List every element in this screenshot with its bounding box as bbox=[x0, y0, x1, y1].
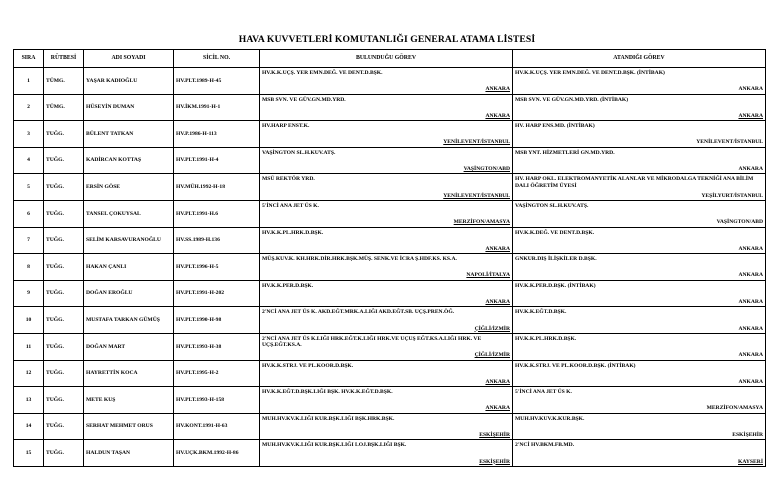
new-post-cell-text: 2'NCİ HV.BKM.FB.MD. bbox=[515, 442, 575, 449]
row-number: 5 bbox=[14, 174, 44, 201]
sicil-cell: HV.SS.1989-H.136 bbox=[174, 227, 260, 254]
current-post-cell bbox=[260, 360, 513, 387]
current-post-location: ANKARA bbox=[485, 299, 510, 306]
rank-cell: TUĞG. bbox=[44, 147, 84, 174]
table-row bbox=[14, 254, 766, 281]
new-post-location: ANKARA bbox=[738, 86, 763, 93]
new-post-cell-text: HV. HARP ENS.MD. (İNTİBAK) bbox=[515, 123, 595, 130]
table-row bbox=[14, 174, 766, 201]
new-post-cell bbox=[513, 94, 766, 121]
sicil-cell: HV.PLT.1991-H.6 bbox=[174, 200, 260, 227]
rank-cell: TÜMG. bbox=[44, 68, 84, 95]
name-cell: MUSTAFA TARKAN GÜMÜŞ bbox=[84, 307, 174, 334]
sicil-cell: HV.KONT.1991-H-63 bbox=[174, 413, 260, 440]
rank-cell: TUĞG. bbox=[44, 200, 84, 227]
current-post-cell bbox=[260, 307, 513, 334]
sicil-cell: HV.UÇK.BKM.1992-H-86 bbox=[174, 440, 260, 467]
name-cell: HAYRETTİN KOCA bbox=[84, 360, 174, 387]
current-post-location: ANKARA bbox=[485, 112, 510, 119]
rank-cell: TUĞG. bbox=[44, 387, 84, 414]
new-post-cell bbox=[513, 440, 766, 467]
current-post-cell-text: 2'NCİ ANA JET ÜS K. AKD.EĞT.MRK.A.LIĞI AKD.EĞT.SB. UÇŞ.PREN.ÖĞ. bbox=[262, 309, 455, 316]
new-post-location: ANKARA bbox=[738, 166, 763, 173]
header-sicil: SİCİL NO. bbox=[174, 50, 260, 68]
rank-cell: TUĞG. bbox=[44, 121, 84, 148]
name-cell: HAKAN ÇANLI bbox=[84, 254, 174, 281]
current-post-cell-text: MSB SVN. VE GÜV.GN.MD.YRD. bbox=[262, 96, 346, 103]
table-body bbox=[14, 68, 766, 467]
new-post-location: ANKARA bbox=[738, 112, 763, 119]
table-row bbox=[14, 147, 766, 174]
new-post-cell-text: HV.K.K.DEĞ. VE DENT.D.BŞK. bbox=[515, 229, 595, 236]
row-number: 10 bbox=[14, 307, 44, 334]
new-post-cell-text: HV.K.K.PER.D.BŞK. (İNTİBAK) bbox=[515, 282, 596, 289]
sicil-cell: HV.PLT.1996-H-5 bbox=[174, 254, 260, 281]
new-post-cell bbox=[513, 200, 766, 227]
new-post-location: ANKARA bbox=[738, 325, 763, 332]
new-post-cell-text: GNKUR.DIŞ İLİŞKİLER D.BŞK. bbox=[515, 256, 597, 263]
new-post-cell-text: VAŞİNGTON SL.H.KUV.ATŞ. bbox=[515, 202, 589, 209]
table-row bbox=[14, 121, 766, 148]
current-post-cell-text: 5'İNCİ ANA JET ÜS K. bbox=[262, 202, 319, 209]
new-post-location: VAŞİNGTON/ABD bbox=[716, 219, 763, 226]
table-row bbox=[14, 280, 766, 307]
table-row bbox=[14, 413, 766, 440]
row-number: 3 bbox=[14, 121, 44, 148]
current-post-location: YENİLEVENT/İSTANBUL bbox=[443, 139, 510, 146]
sicil-cell: HV.PLT.1991-H-4 bbox=[174, 147, 260, 174]
table-row bbox=[14, 200, 766, 227]
row-number: 8 bbox=[14, 254, 44, 281]
name-cell: DOĞAN EROĞLU bbox=[84, 280, 174, 307]
sicil-cell: HV.P.1986-H-113 bbox=[174, 121, 260, 148]
row-number: 12 bbox=[14, 360, 44, 387]
name-cell: HALDUN TAŞAN bbox=[84, 440, 174, 467]
new-post-location: ANKARA bbox=[738, 299, 763, 306]
new-post-cell bbox=[513, 147, 766, 174]
current-post-location: VAŞİNGTON/ABD bbox=[463, 166, 510, 173]
new-post-cell bbox=[513, 413, 766, 440]
name-cell: SERHAT MEHMET ORUS bbox=[84, 413, 174, 440]
table-row bbox=[14, 227, 766, 254]
new-post-cell-text: MUH.HV.KUV.K.KUR.BŞK. bbox=[515, 415, 585, 422]
current-post-location: ANKARA bbox=[485, 86, 510, 93]
current-post-cell bbox=[260, 94, 513, 121]
current-post-location: YENİLEVENT/İSTANBUL bbox=[443, 192, 510, 199]
new-post-cell bbox=[513, 121, 766, 148]
rank-cell: TUĞG. bbox=[44, 440, 84, 467]
current-post-cell bbox=[260, 68, 513, 95]
row-number: 14 bbox=[14, 413, 44, 440]
row-number: 15 bbox=[14, 440, 44, 467]
current-post-location: MERZİFON/AMASYA bbox=[453, 219, 510, 226]
new-post-cell-text: HV. HARP OKL. ELEKTROMANYETİK ALANLAR VE MİKRODALGA TEKNİĞİ ANA BİLİM DALI ÖĞRETİM ÜYESİ bbox=[515, 176, 754, 189]
header-atandigi: ATANDIĞI GÖREV bbox=[513, 50, 766, 68]
name-cell: YAŞAR KADIOĞLU bbox=[84, 68, 174, 95]
current-post-location: ÇİĞLİ/İZMİR bbox=[474, 352, 510, 359]
new-post-cell bbox=[513, 360, 766, 387]
rank-cell: TÜMG. bbox=[44, 94, 84, 121]
current-post-cell bbox=[260, 200, 513, 227]
header-bulundugu: BULUNDUĞU GÖREV bbox=[260, 50, 513, 68]
name-cell: HÜSEYİN DUMAN bbox=[84, 94, 174, 121]
sicil-cell: HV.MÜH.1992-H-18 bbox=[174, 174, 260, 201]
current-post-cell-text: HV.K.K.EĞT.D.BŞK.LIĞI BŞK. HV.K.K.EĞT.D.BŞK. bbox=[262, 389, 393, 396]
current-post-cell-text: MSÜ REKTÖR YRD. bbox=[262, 176, 315, 183]
new-post-location: ANKARA bbox=[738, 352, 763, 359]
current-post-location: ANKARA bbox=[485, 245, 510, 252]
current-post-location: NAPOLİ/İTALYA bbox=[466, 272, 510, 279]
row-number: 4 bbox=[14, 147, 44, 174]
sicil-cell: HV.PLT.1991-H-202 bbox=[174, 280, 260, 307]
new-post-location: ANKARA bbox=[738, 245, 763, 252]
new-post-location: YEŞİLYURT/İSTANBUL bbox=[701, 192, 763, 199]
new-post-cell bbox=[513, 280, 766, 307]
new-post-cell bbox=[513, 307, 766, 334]
name-cell: BÜLENT TATKAN bbox=[84, 121, 174, 148]
current-post-cell bbox=[260, 147, 513, 174]
name-cell: DOĞAN MART bbox=[84, 333, 174, 360]
table-row bbox=[14, 440, 766, 467]
current-post-cell-text: VAŞİNGTON SL.H.KUV.ATŞ. bbox=[262, 149, 336, 156]
current-post-location: ESKİŞEHİR bbox=[479, 432, 510, 439]
current-post-location: ANKARA bbox=[485, 378, 510, 385]
current-post-cell-text: HV.K.K.PL.HRK.D.BŞK. bbox=[262, 229, 324, 236]
current-post-cell bbox=[260, 174, 513, 201]
assignment-table bbox=[13, 49, 766, 467]
new-post-cell-text: HV.K.K.EĞT.D.BŞK. bbox=[515, 309, 567, 316]
table-row bbox=[14, 333, 766, 360]
current-post-cell bbox=[260, 254, 513, 281]
table-row bbox=[14, 68, 766, 95]
new-post-location: ESKİŞEHİR bbox=[732, 432, 763, 439]
current-post-location: ESKİŞEHİR bbox=[479, 458, 510, 465]
table-row bbox=[14, 94, 766, 121]
row-number: 2 bbox=[14, 94, 44, 121]
sicil-cell: HV.PLT.1990-H-98 bbox=[174, 307, 260, 334]
new-post-location: ANKARA bbox=[738, 272, 763, 279]
sicil-cell: HV.PLT.1993-H-38 bbox=[174, 333, 260, 360]
new-post-cell-text: MSB YNT. HİZMETLERİ GN.MD.YRD. bbox=[515, 149, 615, 156]
new-post-cell-text: MSB SVN. VE GÜV.GN.MD.YRD. (İNTİBAK) bbox=[515, 96, 629, 103]
rank-cell: TUĞG. bbox=[44, 307, 84, 334]
current-post-cell-text: 2'NCİ ANA JET ÜS K.LIĞI HRK.EĞT.K.LIĞI HRK.VE UÇUŞ EĞT.KS.A.LIĞI HRK. VE UÇŞ.EĞT.KS.A. bbox=[262, 335, 482, 349]
current-post-cell bbox=[260, 227, 513, 254]
header-rutbe: RÜTBESİ bbox=[44, 50, 84, 68]
current-post-cell-text: HV.K.K.STRJ. VE PL.KOOR.D.BŞK. bbox=[262, 362, 354, 369]
current-post-cell bbox=[260, 387, 513, 414]
rank-cell: TUĞG. bbox=[44, 174, 84, 201]
new-post-location: KAYSERİ bbox=[738, 458, 763, 465]
new-post-cell-text: HV.K.K.UÇŞ. YER EMN.DEĞ. VE DENT.D.BŞK. (İNTİBAK) bbox=[515, 70, 665, 76]
table-row bbox=[14, 307, 766, 334]
current-post-cell bbox=[260, 413, 513, 440]
rank-cell: TUĞG. bbox=[44, 254, 84, 281]
header-row bbox=[14, 50, 766, 68]
row-number: 11 bbox=[14, 333, 44, 360]
current-post-location: ÇİĞLİ/İZMİR bbox=[474, 325, 510, 332]
current-post-cell-text: MUH.HV.KV.K.LIĞI KUR.BŞK.LIĞI BŞK.HRK.BŞK. bbox=[262, 415, 395, 422]
name-cell: ERSİN GÖSE bbox=[84, 174, 174, 201]
new-post-cell-text: HV.K.K.STRJ. VE PL.KOOR.D.BŞK. (İNTİBAK) bbox=[515, 362, 636, 369]
header-sira: SIRA bbox=[14, 50, 44, 68]
new-post-cell-text: HV.K.K.PL.HRK.D.BŞK. bbox=[515, 335, 577, 342]
sicil-cell: HV.PLT.1989-H-45 bbox=[174, 68, 260, 95]
sicil-cell: HV.PLT.1993-H-158 bbox=[174, 387, 260, 414]
name-cell: SELİM KARSAVURANOĞLU bbox=[84, 227, 174, 254]
current-post-cell-text: HV.K.K.PER.D.BŞK. bbox=[262, 282, 314, 289]
sicil-cell: HV.İKM.1991-H-1 bbox=[174, 94, 260, 121]
current-post-cell bbox=[260, 121, 513, 148]
name-cell: METE KUŞ bbox=[84, 387, 174, 414]
table-row bbox=[14, 360, 766, 387]
new-post-cell bbox=[513, 68, 766, 95]
rank-cell: TUĞG. bbox=[44, 360, 84, 387]
current-post-cell-text: MUH.HV.KV.K.LIĞI KUR.BŞK.LIĞI LOJ.BŞK.LIĞI BŞK. bbox=[262, 442, 407, 449]
row-number: 7 bbox=[14, 227, 44, 254]
rank-cell: TUĞG. bbox=[44, 333, 84, 360]
new-post-location: MERZİFON/AMASYA bbox=[706, 405, 763, 412]
new-post-cell bbox=[513, 174, 766, 201]
table-row bbox=[14, 387, 766, 414]
document-title: HAVA KUVVETLERİ KOMUTANLIĞI GENERAL ATAMA LİSTESİ bbox=[238, 34, 536, 45]
row-number: 9 bbox=[14, 280, 44, 307]
row-number: 1 bbox=[14, 68, 44, 95]
new-post-cell bbox=[513, 333, 766, 360]
new-post-cell bbox=[513, 387, 766, 414]
new-post-cell bbox=[513, 254, 766, 281]
name-cell: KADİRCAN KOTTAŞ bbox=[84, 147, 174, 174]
new-post-cell bbox=[513, 227, 766, 254]
current-post-cell-text: MÜŞ.KUV.K. KH.HRK.DİR.HRK.BŞK.MÜŞ. SENK.VE İCRA Ş.HDF.KS. KS.A. bbox=[262, 256, 457, 263]
sicil-cell: HV.PLT.1995-H-2 bbox=[174, 360, 260, 387]
row-number: 13 bbox=[14, 387, 44, 414]
new-post-location: YENİLEVENT/İSTANBUL bbox=[696, 139, 763, 146]
rank-cell: TUĞG. bbox=[44, 413, 84, 440]
current-post-cell bbox=[260, 333, 513, 360]
current-post-cell bbox=[260, 280, 513, 307]
header-adsoyad: ADI SOYADI bbox=[84, 50, 174, 68]
name-cell: TANSEL ÇOKUYSAL bbox=[84, 200, 174, 227]
new-post-location: ANKARA bbox=[738, 378, 763, 385]
row-number: 6 bbox=[14, 200, 44, 227]
rank-cell: TUĞG. bbox=[44, 280, 84, 307]
current-post-location: ANKARA bbox=[485, 405, 510, 412]
current-post-cell-text: HV.K.K.UÇŞ. YER EMN.DEĞ. VE DENT.D.BŞK. bbox=[262, 70, 383, 76]
rank-cell: TUĞG. bbox=[44, 227, 84, 254]
new-post-cell-text: 5'İNCİ ANA JET ÜS K. bbox=[515, 389, 572, 396]
current-post-cell bbox=[260, 440, 513, 467]
current-post-cell-text: HV.HARP ENST.K. bbox=[262, 123, 310, 130]
